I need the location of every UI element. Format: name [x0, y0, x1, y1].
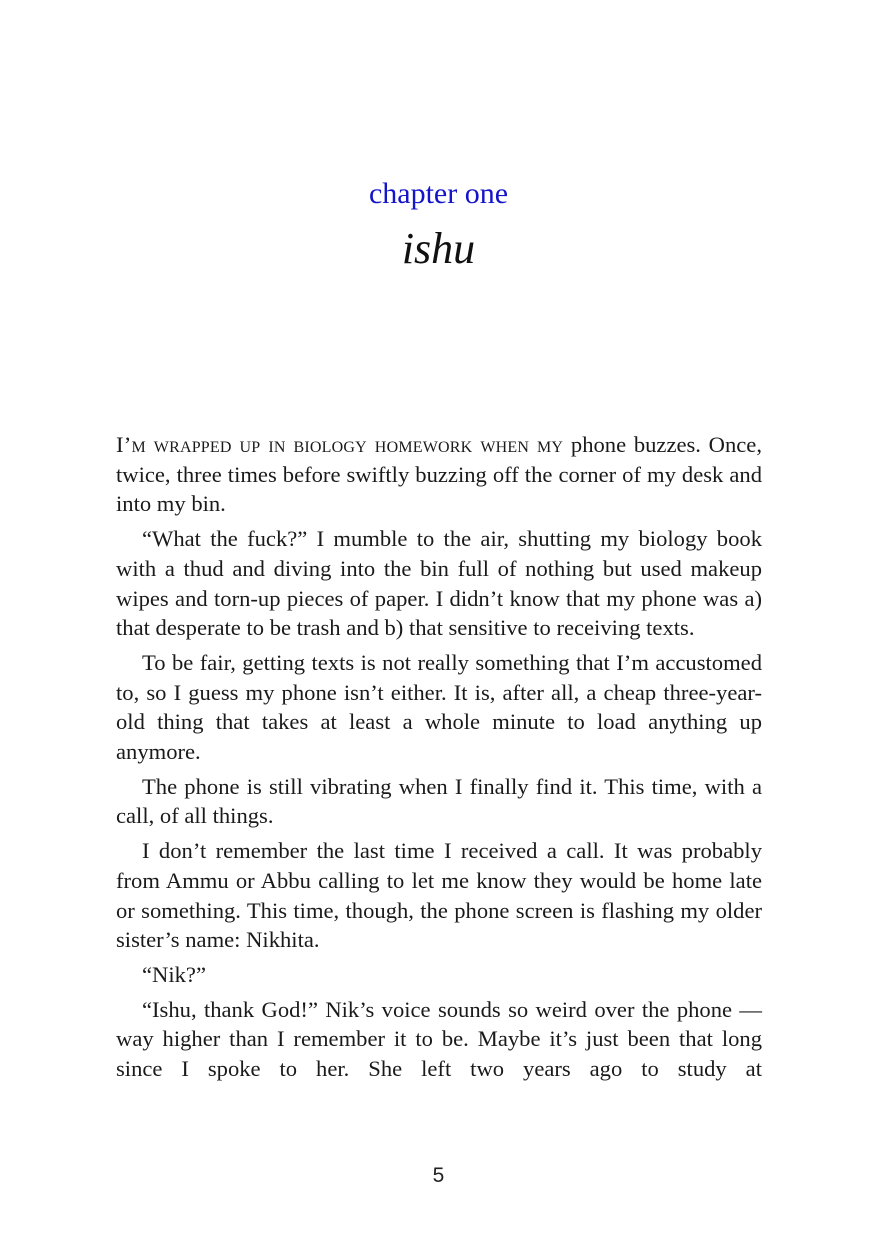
- chapter-label: chapter one: [368, 177, 509, 210]
- paragraph-opening: [116, 430, 762, 519]
- opening-smallcaps: I’m wrapped up in biology homework when my: [116, 432, 564, 457]
- chapter-title: ishu: [401, 224, 476, 273]
- page-number: 5: [432, 1164, 445, 1187]
- paragraph: The phone is still vibrating when I finally find it. This time, with a call, of all things.: [116, 773, 762, 829]
- paragraph: “What the fuck?” I mumble to the air, shutting my biology book with a thud and diving into the bin full of nothing but used makeup wipes and torn-up pieces of paper. I didn’t know that my phone was a) that desperate to be trash and b) that sensitive to receiving texts.: [116, 526, 762, 641]
- paragraph: I don’t remember the last time I received a call. It was probably from Ammu or Abbu calling to let me know they would be home late or something. This time, though, the phone screen is flashing my older sister’s name: Nikhita.: [116, 838, 762, 953]
- paragraph: “Ishu, thank God!” Nik’s voice sounds so weird over the phone —way higher than I remember it to be. Maybe it’s just been that long since I spoke to her. She left two years ago to study at: [116, 996, 762, 1082]
- chapter-body: [116, 430, 762, 1089]
- paragraph: “Nik?”: [142, 961, 206, 987]
- opening-rest: phone buzzes. Once, twice, three times before swiftly buzzing off the corner of my desk and into my bin.: [116, 432, 762, 517]
- paragraph: To be fair, getting texts is not really something that I’m accustomed to, so I guess my phone isn’t either. It is, after all, a cheap three-year-old thing that takes at least a whole minute to load anything up anymore.: [116, 649, 762, 765]
